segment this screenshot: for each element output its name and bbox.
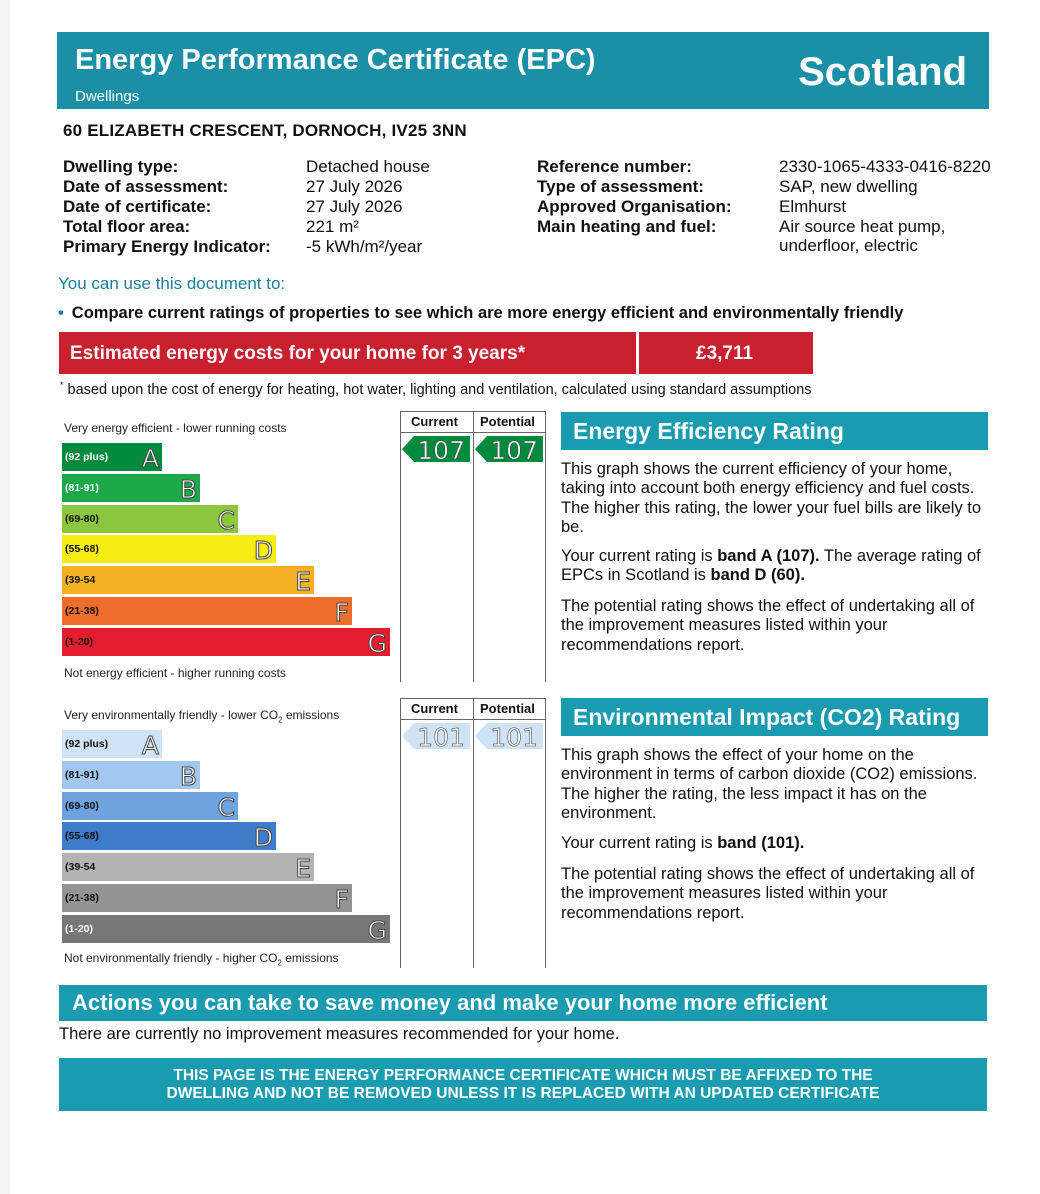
potential-column-header: Potential <box>480 414 535 429</box>
chart-top-label-b: emissions <box>282 708 340 722</box>
environmental-impact-paragraph-3: The potential rating shows the effect of undertaking all of the improvement measures listed within your recommendations report. <box>561 865 975 922</box>
column-header-bottom-line <box>400 432 546 433</box>
rating-band-b <box>62 474 200 502</box>
band-range-label: (39-54 <box>65 861 96 874</box>
document-subtitle: Dwellings <box>75 88 140 105</box>
chart-bottom-label-b: emissions <box>281 951 339 965</box>
current-rating-arrow <box>402 436 470 465</box>
band-range-label: (69-80) <box>65 512 99 525</box>
environmental-impact-paragraph-1: This graph shows the effect of your home on the environment in terms of carbon dioxide (CO2) emissions. The higher the rating, the less impact it has on the environment. <box>561 746 978 822</box>
footer-notice-line-2: DWELLING AND NOT BE REMOVED UNLESS IT IS REPLACED WITH AN UPDATED CERTIFICATE <box>166 1085 880 1102</box>
floor-area-label: Total floor area: <box>63 217 191 236</box>
band-letter: G <box>367 915 387 945</box>
band-range-label: (81-91) <box>65 768 99 781</box>
band-letter: D <box>253 823 273 853</box>
band-letter: E <box>295 854 311 884</box>
heating-fuel-value: Air source heat pump, <box>779 217 946 236</box>
rating-band-d <box>62 822 276 853</box>
energy-efficiency-chart <box>62 411 537 682</box>
floor-area-value: 221 m² <box>306 217 359 236</box>
rating-band-a <box>62 730 162 758</box>
potential-rating-value: 107 <box>490 436 538 465</box>
current-rating-value: 107 <box>417 436 465 465</box>
band-range-label: (55-68) <box>65 830 99 843</box>
primary-energy-value: -5 kWh/m²/year <box>306 237 423 256</box>
heating-fuel-label: Main heating and fuel: <box>537 217 717 236</box>
ei-current-band: band (101). <box>717 834 805 852</box>
band-letter: G <box>367 628 387 658</box>
energy-cost-note-text: based upon the cost of energy for heating, hot water, lighting and ventilation, calculated using standard assumptions <box>67 381 812 398</box>
details-right <box>537 157 1027 257</box>
rating-band-e <box>62 853 314 884</box>
rating-band-c <box>62 792 238 820</box>
energy-efficiency-paragraph-3: The potential rating shows the effect of undertaking all of the improvement measures listed within your recommendations report. <box>561 597 975 654</box>
use-section-title: You can use this document to: <box>58 274 286 293</box>
band-letter: F <box>334 598 349 627</box>
reference-number-value: 2330-1065-4333-0416-8220 <box>779 157 991 176</box>
environmental-impact-paragraph-2 <box>561 834 988 853</box>
band-letter: A <box>141 444 159 473</box>
assessment-type-label: Type of assessment: <box>537 177 704 196</box>
band-range-label: (39-54 <box>65 574 96 587</box>
region-label: Scotland <box>798 50 967 94</box>
chart-bottom-label-a: Not environmentally friendly - higher CO <box>64 951 278 965</box>
dwelling-type-value: Detached house <box>306 157 430 176</box>
rating-band-c <box>62 505 238 533</box>
ee-average-band: band D (60). <box>710 566 805 585</box>
rating-band-b <box>62 761 200 789</box>
rating-band-f <box>62 884 352 912</box>
energy-cost-label: Estimated energy costs for your home for 3 years* <box>59 332 636 374</box>
energy-efficiency-explanation <box>561 412 988 662</box>
chart-top-label: Very energy efficient - lower running costs <box>64 421 287 435</box>
potential-rating-arrow <box>475 436 543 465</box>
band-letter: C <box>217 792 235 822</box>
energy-cost-bar <box>59 332 813 374</box>
actions-title: Actions you can take to save money and make your home more efficient <box>59 985 987 1021</box>
header-banner <box>57 32 989 109</box>
band-letter: E <box>295 567 311 597</box>
rating-band-f <box>62 597 352 625</box>
potential-rating-value: 101 <box>490 723 538 752</box>
energy-cost-note <box>60 380 812 398</box>
organisation-value: Elmhurst <box>779 197 847 216</box>
rating-band-a <box>62 443 162 471</box>
footer-notice-line-1: THIS PAGE IS THE ENERGY PERFORMANCE CERTIFICATE WHICH MUST BE AFFIXED TO THE <box>173 1067 873 1084</box>
environmental-impact-explanation <box>561 698 988 928</box>
band-range-label: (81-91) <box>65 481 99 494</box>
energy-efficiency-paragraph-2 <box>561 547 988 586</box>
environmental-impact-title: Environmental Impact (CO2) Rating <box>561 698 988 736</box>
ei-p2-a: Your current rating is <box>561 834 718 852</box>
environmental-impact-chart <box>62 698 537 968</box>
document-title: Energy Performance Certificate (EPC) <box>75 44 596 76</box>
property-address: 60 ELIZABETH CRESCENT, DORNOCH, IV25 3NN <box>63 121 467 140</box>
potential-column-header: Potential <box>480 701 535 716</box>
rating-band-e <box>62 566 314 597</box>
ee-p2-a: Your current rating is <box>561 547 718 565</box>
rating-band-g <box>62 628 390 656</box>
band-range-label: (92 plus) <box>65 451 109 463</box>
band-letter: D <box>253 536 273 566</box>
chart-bottom-label-sub: 2 <box>277 958 282 968</box>
band-range-label: (55-68) <box>65 543 99 556</box>
band-letter: A <box>141 731 159 760</box>
column-header-top-line <box>400 698 546 699</box>
chart-top-label-sub: 2 <box>278 715 283 725</box>
current-column-header: Current <box>411 414 458 429</box>
current-rating-value: 101 <box>417 723 465 752</box>
energy-cost-value: £3,711 <box>639 332 813 374</box>
organisation-label: Approved Organisation: <box>537 197 732 216</box>
band-range-label: (92 plus) <box>65 738 109 750</box>
actions-text: There are currently no improvement measures recommended for your home. <box>59 1025 620 1043</box>
column-header-bottom-line <box>400 719 546 720</box>
assessment-date-value: 27 July 2026 <box>306 177 403 196</box>
chart-top-label-a: Very environmentally friendly - lower CO <box>64 708 279 722</box>
certificate-page <box>10 0 1040 1194</box>
chart-bottom-label <box>64 951 339 967</box>
details-left <box>63 157 523 257</box>
band-letter: B <box>179 474 197 504</box>
bullet-icon: • <box>58 304 64 322</box>
energy-efficiency-title: Energy Efficiency Rating <box>561 412 988 450</box>
chart-top-label <box>64 708 339 724</box>
use-bullet-item <box>58 304 903 323</box>
band-letter: F <box>334 885 349 914</box>
band-range-label: (69-80) <box>65 799 99 812</box>
potential-rating-arrow <box>475 723 543 752</box>
footnote-asterisk: * <box>60 380 64 390</box>
energy-efficiency-paragraph-1: This graph shows the current efficiency of your home, taking into account both energy efficiency and fuel costs. The higher this rating, the lower your fuel bills are likely to be. <box>561 460 982 536</box>
reference-number-label: Reference number: <box>537 157 692 176</box>
band-range-label: (1-20) <box>65 922 94 935</box>
band-range-label: (1-20) <box>65 635 94 648</box>
column-header-top-line <box>400 411 546 412</box>
chart-bottom-label: Not energy efficient - higher running costs <box>64 666 286 680</box>
band-range-label: (21-38) <box>65 892 99 904</box>
ee-current-band: band A (107). <box>717 547 820 565</box>
certificate-date-label: Date of certificate: <box>63 197 212 216</box>
certificate-date-value: 27 July 2026 <box>306 197 403 216</box>
assessment-type-value: SAP, new dwelling <box>779 177 918 196</box>
rating-band-g <box>62 915 390 943</box>
band-range-label: (21-38) <box>65 605 99 617</box>
heating-fuel-value-cont: underfloor, electric <box>779 236 918 255</box>
band-letter: B <box>179 761 197 791</box>
ee-p2-c: The average rating of EPCs in Scotland is <box>561 547 981 585</box>
current-rating-arrow <box>402 723 470 752</box>
rating-band-d <box>62 535 276 566</box>
use-bullet-text: Compare current ratings of properties to see which are more energy efficient and environmentally friendly <box>71 304 904 322</box>
primary-energy-label: Primary Energy Indicator: <box>63 237 271 256</box>
band-letter: C <box>217 505 235 535</box>
assessment-date-label: Date of assessment: <box>63 177 229 196</box>
footer-notice <box>59 1058 987 1111</box>
current-column-header: Current <box>411 701 458 716</box>
dwelling-type-label: Dwelling type: <box>63 157 179 176</box>
